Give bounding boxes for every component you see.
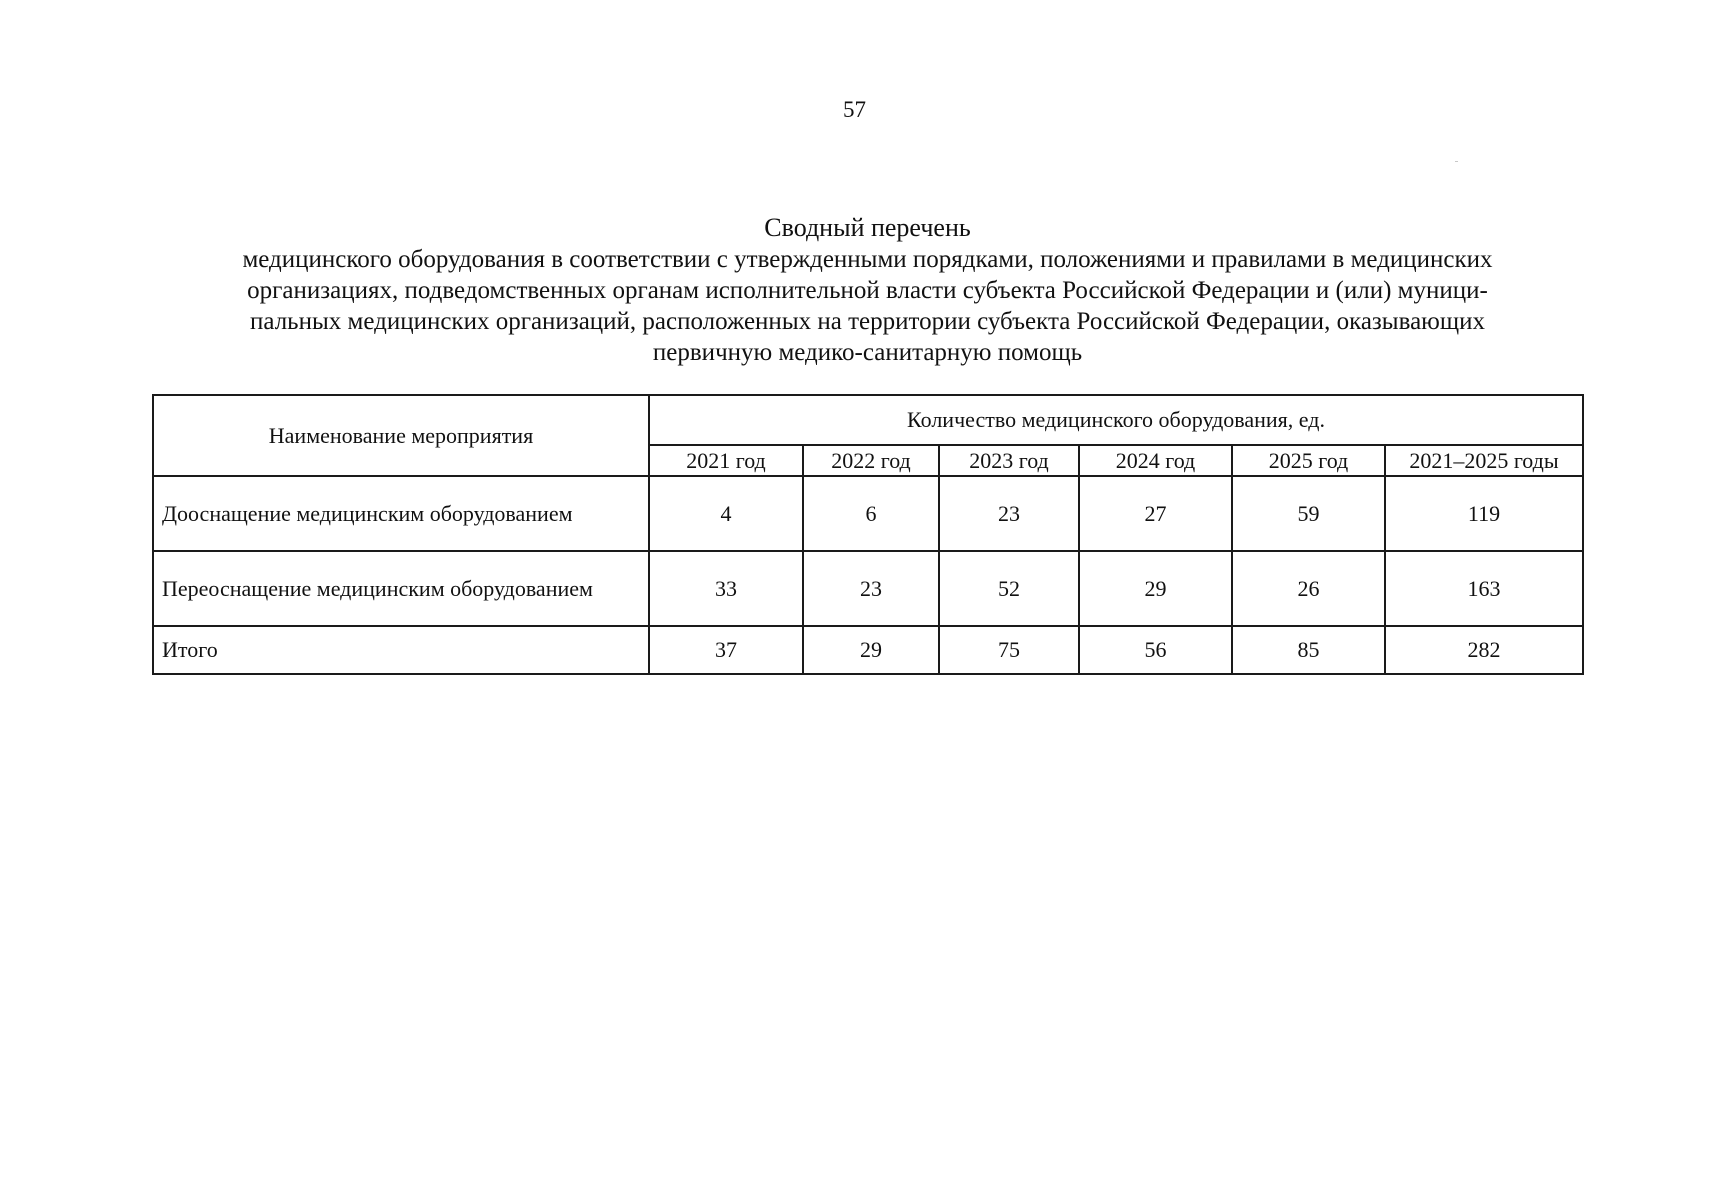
table-cell: 52 <box>939 551 1079 626</box>
table-cell: 23 <box>939 476 1079 551</box>
row-label: Итого <box>153 626 649 674</box>
year-header-2024: 2024 год <box>1079 445 1232 476</box>
table-cell: 85 <box>1232 626 1385 674</box>
year-header-2023: 2023 год <box>939 445 1079 476</box>
quantity-group-header: Количество медицинского оборудования, ед. <box>649 395 1583 445</box>
name-column-header: Наименование мероприятия <box>153 395 649 476</box>
table-cell: 56 <box>1079 626 1232 674</box>
table-cell: 282 <box>1385 626 1583 674</box>
table-row <box>153 551 1583 626</box>
scan-speck <box>1455 161 1458 162</box>
equipment-summary-table <box>152 394 1584 675</box>
document-title <box>150 212 1585 368</box>
table-cell: 6 <box>803 476 939 551</box>
table-cell: 29 <box>803 626 939 674</box>
year-header-2025: 2025 год <box>1232 445 1385 476</box>
table-cell: 59 <box>1232 476 1385 551</box>
table-cell: 29 <box>1079 551 1232 626</box>
table-cell: 4 <box>649 476 803 551</box>
row-label: Переоснащение медицинским оборудованием <box>153 551 649 626</box>
table-cell: 23 <box>803 551 939 626</box>
title-main: Сводный перечень <box>764 213 971 242</box>
title-line-4: первичную медико-санитарную помощь <box>652 339 1083 366</box>
table-cell: 33 <box>649 551 803 626</box>
table-cell: 27 <box>1079 476 1232 551</box>
table-row <box>153 476 1583 551</box>
table-cell: 75 <box>939 626 1079 674</box>
page-number: 57 <box>843 97 866 122</box>
year-header-2022: 2022 год <box>803 445 939 476</box>
table-header-row <box>153 395 1583 445</box>
table-cell: 37 <box>649 626 803 674</box>
title-line-1: медицинского оборудования в соответствии с утвержденными порядками, положениями и правилами в медицинских <box>242 246 1493 273</box>
title-line-2: организациях, подведомственных органам исполнительной власти субъекта Российской Федерации и (или) муници- <box>247 277 1488 304</box>
row-label: Дооснащение медицинским оборудованием <box>153 476 649 551</box>
table-cell: 26 <box>1232 551 1385 626</box>
year-header-2021: 2021 год <box>649 445 803 476</box>
title-line-3: пальных медицинских организаций, расположенных на территории субъекта Российской Федерации, оказывающих <box>250 308 1485 335</box>
table-cell: 163 <box>1385 551 1583 626</box>
table-cell: 119 <box>1385 476 1583 551</box>
year-header-total: 2021–2025 годы <box>1385 445 1583 476</box>
table-row-total <box>153 626 1583 674</box>
